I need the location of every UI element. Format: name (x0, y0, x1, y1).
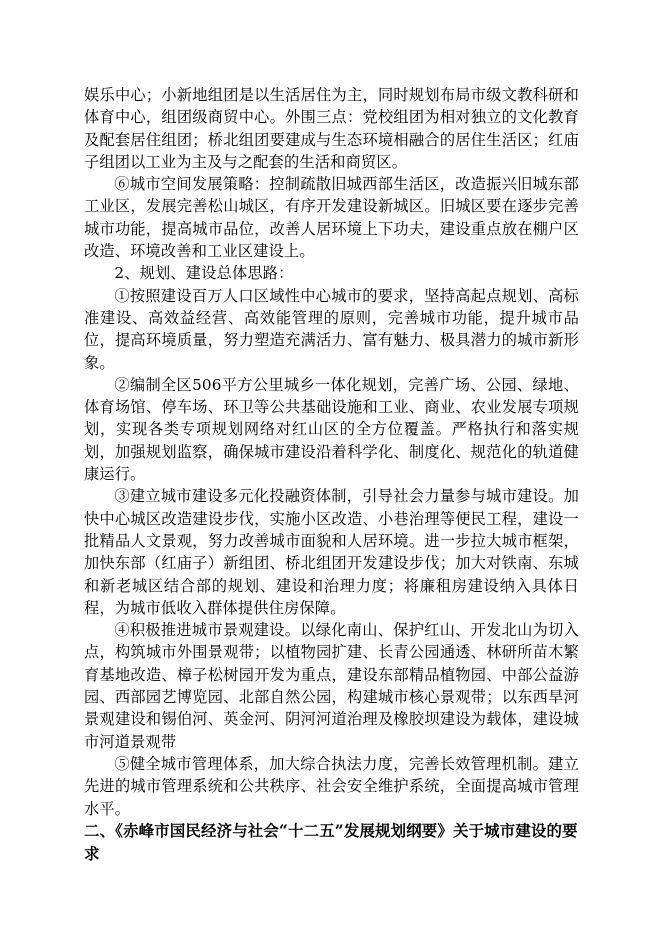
paragraph-land-use-groups: 娱乐中心；小新地组团是以生活居住为主，同时规划布局市级文教科研和体育中心，组团级商贸中心。外围三点：党校组团为相对独立的文化教育及配套居住组团；桥北组团要建成与生态环境相融合的居住生活区；红庙子组团以工业为主及与之配套的生活和商贸区。 (84, 86, 579, 171)
section-subtitle-overall-approach: 2、规划、建设总体思路： (114, 264, 294, 283)
document-page (84, 84, 579, 867)
paragraph-item-4: ④积极推进城市景观建设。以绿化南山、保护红山、开发北山为切入点，构筑城市外围景观带；以植物园扩建、长青公园通透、林研所苗木繁育基地改造、樟子松树园开发为重点，建设东部精品植物园、中部公益游园、西部园艺博览园、北部自然公园，构建城市核心景观带；以东西旱河景观建设和锡伯河、英金河、阴河河道治理及橡胶坝建设为载体，建设城市河道景观带 (84, 621, 579, 751)
paragraph-item-2: ②编制全区506平方公里城乡一体化规划，完善广场、公园、绿地、体育场馆、停车场、环卫等公共基础设施和工业、商业、农业发展专项规划，实现各类专项规划网络对红山区的全方位覆盖。严格执行和落实规划，加强规划监察，确保城市建设沿着科学化、制度化、规范化的轨道健康运行。 (84, 375, 579, 484)
paragraph-item-1: ①按照建设百万人口区域性中心城市的要求，坚持高起点规划、高标准建设、高效益经营、高效能管理的原则，完善城市功能，提升城市品位，提高环境质量，努力塑造充满活力、富有魅力、极具潜力的城市新形象。 (84, 286, 579, 372)
section-heading: 二、《赤峰市国民经济与社会“十二五”发展规划纲要》关于城市建设的要求 (84, 821, 578, 864)
paragraph-spatial-strategy: ⑥城市空间发展策略：控制疏散旧城西部生活区，改造振兴旧城东部工业区，发展完善松山城区，有序开发建设新城区。旧城区要在逐步完善城市功能，提高城市品位，改善人居环境上下功夫，建设重点放在棚户区改造、环境改善和工业区建设上。 (84, 175, 579, 261)
paragraph-item-5: ⑤健全城市管理体系，加大综合执法力度，完善长效管理机制。建立先进的城市管理系统和公共秩序、社会安全维护系统，全面提高城市管理水平。 (84, 754, 579, 818)
paragraph-item-3: ③建立城市建设多元化投融资体制，引导社会力量参与城市建设。加快中心城区改造建设步伐，实施小区改造、小巷治理等便民工程，建设一批精品人文景观，努力改善城市面貌和人居环境。进一步拉大城市框架，加快东部（红庙子）新组团、桥北组团开发建设步伐；加大对铁南、东城和新老城区结合部的规划、建设和治理力度；将廉租房建设纳入具体日程，为城市低收入群体提供住房保障。 (84, 487, 579, 617)
